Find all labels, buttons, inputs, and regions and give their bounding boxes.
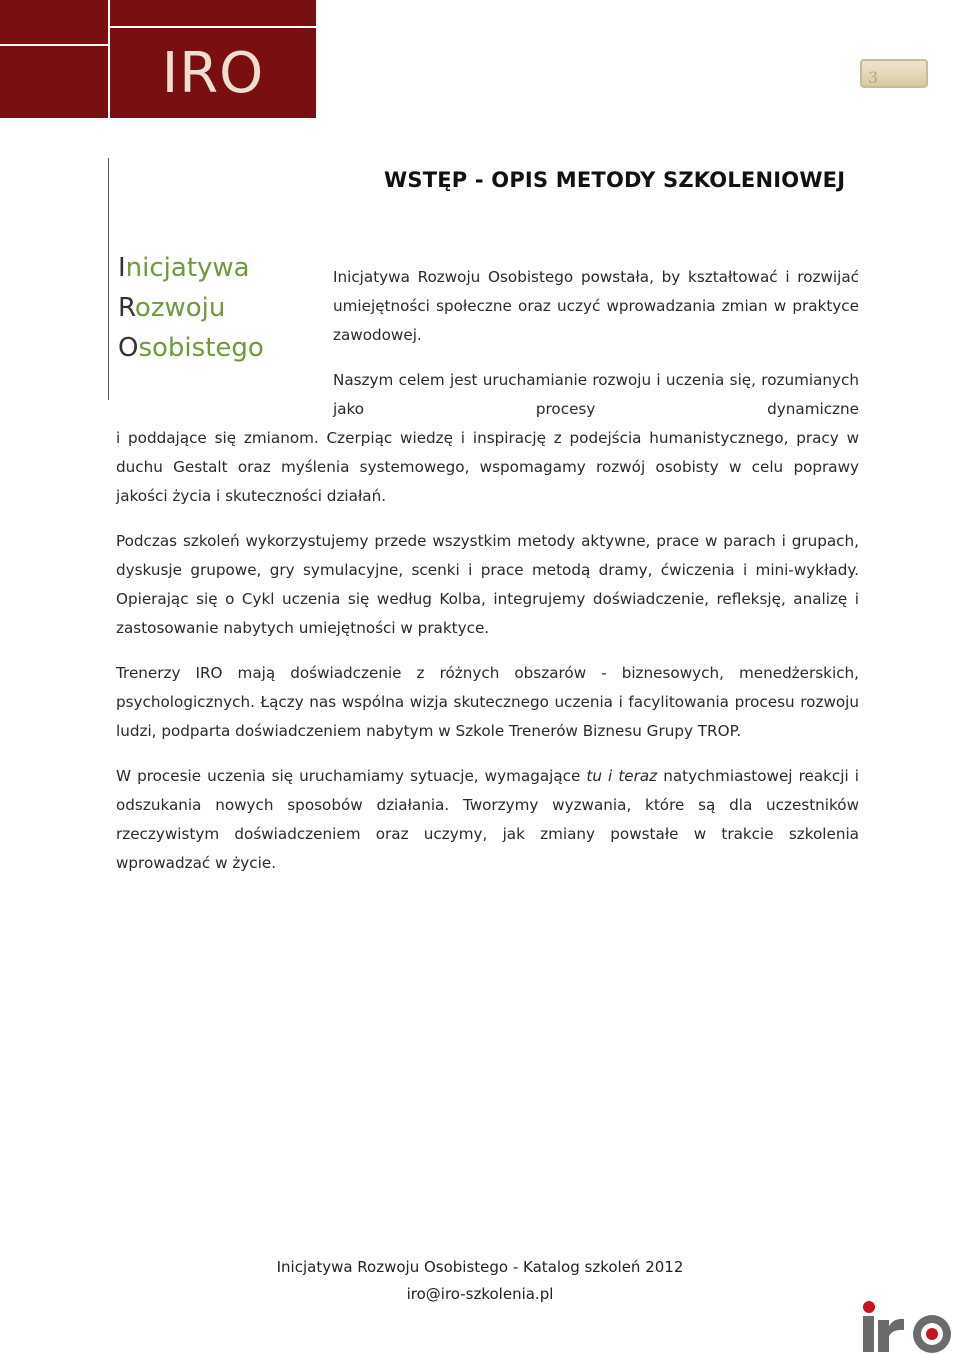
side-title-text: nicjatywa [125,253,250,283]
side-title-text: ozwoju [134,293,226,323]
header-logo: IRO [161,40,265,106]
divider [108,158,109,400]
page-title: WSTĘP - OPIS METODY SZKOLENIOWEJ [384,168,846,192]
iro-logo-icon [860,1298,958,1354]
side-title [118,248,264,368]
paragraph-goal-rest: i poddające się zmianom. Czerpiąc wiedzę i inspirację z podejścia humanistycznego, pracy w duchu Gestalt oraz myślenia systemowego, wspomagamy rozwój osobisty w celu poprawy jakości życia i skuteczności działań. [116,429,859,505]
header-block [0,46,108,118]
paragraph-methods: Podczas szkoleń wykorzystujemy przede wszystkim metody aktywne, prace w parach i grupach, dyskusje grupowe, gry symulacyjne, scenki i prace metodą dramy, ćwiczenia i mini-wykłady. Opierając się o Cykl uczenia się według Kolba, integrujemy doświadczenie, refleksję, analizę i zastosowanie nabytych umiejętności w praktyce. [116,532,859,637]
side-title-cap: I [118,253,126,283]
header-block [110,0,316,26]
side-title-cap: R [118,293,135,323]
footer-catalog: Inicjatywa Rozwoju Osobistego - Katalog szkoleń 2012 [276,1258,684,1276]
side-title-cap: O [118,333,139,363]
side-title-text: sobistego [138,333,264,363]
emphasis-text: tu i teraz [586,767,658,785]
paragraph-intro: Inicjatywa Rozwoju Osobistego powstała, by kształtować i rozwijać umiejętności społeczne oraz uczyć wprowadzania zmian w praktyce zawodowej. [333,268,859,344]
footer-email[interactable]: iro@iro-szkolenia.pl [406,1285,554,1303]
header-block [0,0,108,44]
paragraph-goal-start: Naszym celem jest uruchamianie rozwoju i uczenia się, rozumianych jako procesy dynamiczne [333,371,859,418]
page-number: 3 [868,68,879,87]
paragraph-trainers: Trenerzy IRO mają doświadczenie z różnych obszarów - biznesowych, menedżerskich, psychologicznych. Łączy nas wspólna wizja skutecznego uczenia i facylitowania procesu rozwoju ludzi, podparta doświadczeniem nabytym w Szkole Trenerów Biznesu Grupy TROP. [116,664,859,740]
paragraph-text: natychmiastowej reakcji i odszukania nowych sposobów działania. Tworzymy wyzwania, które są dla uczestników rzeczywistym doświadczeniem oraz uczymy, jak zmiany powstałe w trakcie szkolenia wprowadzać w życie. [116,767,859,872]
paragraph-text: W procesie uczenia się uruchamiamy sytuacje, wymagające [116,767,587,785]
paragraph-process [116,762,859,878]
